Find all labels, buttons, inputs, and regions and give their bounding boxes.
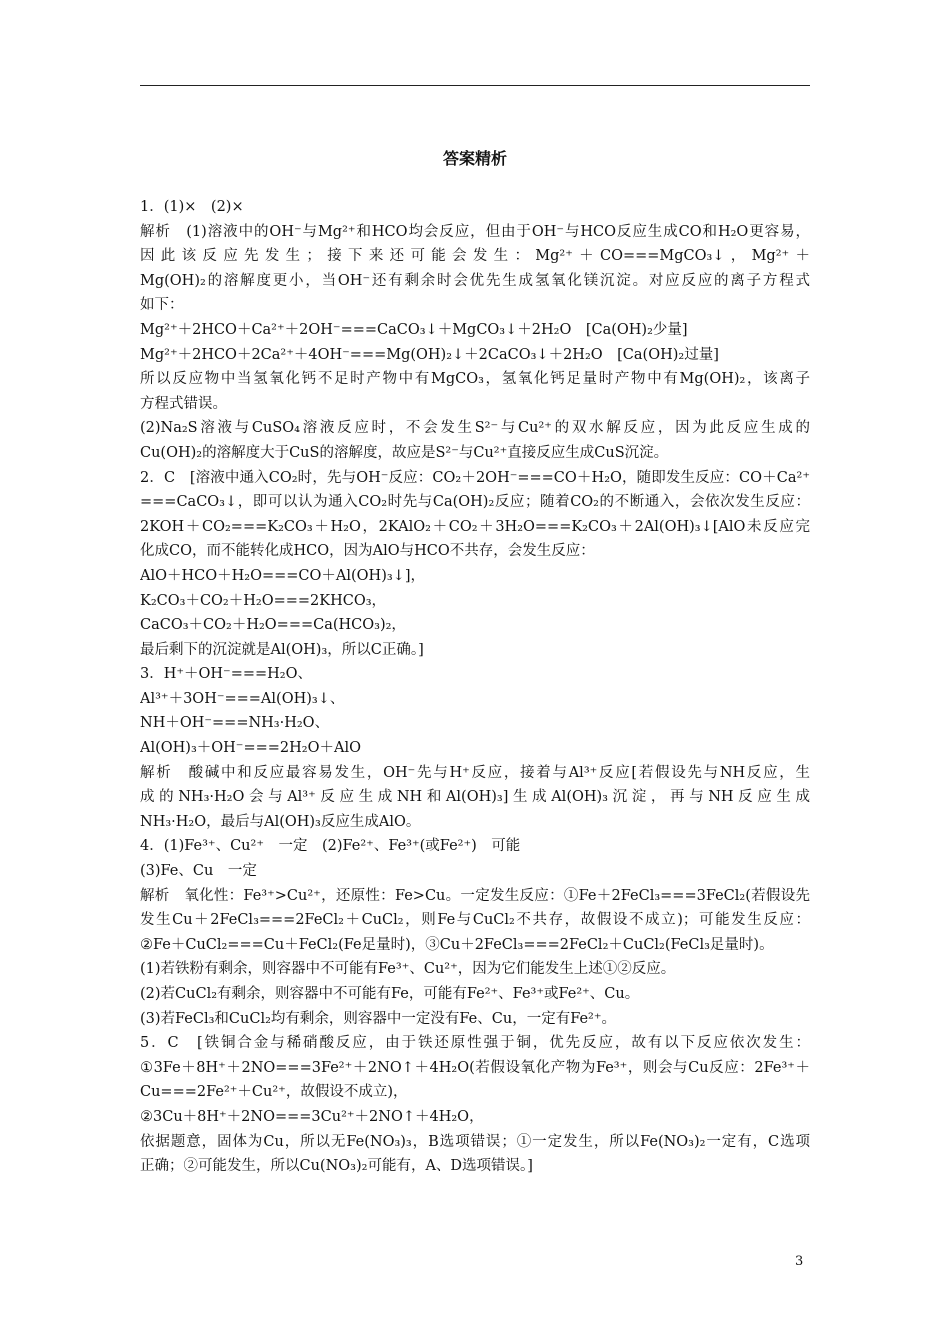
text-line: Cu===2Fe²⁺＋Cu²⁺，故假设不成立)， [140,1084,408,1101]
text-line: 2KOH＋CO₂===K₂CO₃＋H₂O，2KAlO₂＋CO₂＋3H₂O===K₂CO₃＋2Al(OH)₃↓[AlO未反应完 [140,518,810,535]
text-line: 解析 酸碱中和反应最容易发生，OH⁻先与H⁺反应，接着与Al³⁺反应[若假设先与NH反应，生 [140,764,810,781]
text-line: ②3Cu＋8H⁺＋2NO===3Cu²⁺＋2NO↑＋4H₂O， [140,1108,484,1125]
text-line: (2)Na₂S溶液与CuSO₄溶液反应时，不会发生S²⁻与Cu²⁺的双水解反应，因为此反应生成的 [140,420,810,437]
text-line: 化成CO，而不能转化成HCO，因为AlO与HCO不共存，会发生反应： [140,543,595,560]
text-line: 2．C [溶液中通入CO₂时，先与OH⁻反应：CO₂＋2OH⁻===CO＋H₂O，随即发生反应：CO＋Ca²⁺ [140,469,810,486]
text-line: 3．H⁺＋OH⁻===H₂O、 [140,666,313,683]
text-line: 1．(1)× (2)× [140,199,244,215]
text-line: 如下： [140,297,184,314]
text-line: ②Fe＋CuCl₂===Cu＋FeCl₂(Fe足量时)，③Cu＋2FeCl₃===2FeCl₂＋CuCl₂(FeCl₃足量时)。 [140,936,774,953]
text-line: 4．(1)Fe³⁺、Cu²⁺ 一定 (2)Fe²⁺、Fe³⁺(或Fe²⁺) 可能 [140,838,521,855]
text-line: 解析 氧化性：Fe³⁺>Cu²⁺，还原性：Fe>Cu。一定发生反应：①Fe＋2FeCl₃===3FeCl₂(若假设先 [140,887,810,904]
page-number: 3 [795,1254,804,1269]
text-line: 成的NH₃·H₂O会与Al³⁺反应生成NH和Al(OH)₃]生成Al(OH)₃沉淀，再与NH反应生成 [140,789,810,806]
text-line: ===CaCO₃↓，即可以认为通入CO₂时先与Ca(OH)₂反应；随着CO₂的不断通入，会依次发生反应： [140,494,810,511]
text-line: (1)若铁粉有剩余，则容器中不可能有Fe³⁺、Cu²⁺，因为它们能发生上述①②反应。 [140,961,676,978]
text-line: AlO＋HCO＋H₂O===CO＋Al(OH)₃↓]， [140,567,425,584]
text-line: 最后剩下的沉淀就是Al(OH)₃，所以C正确。] [140,641,424,658]
text-line: CaCO₃＋CO₂＋H₂O===Ca(HCO₃)₂， [140,617,406,634]
text-line: (3)若FeCl₃和CuCl₂均有剩余，则容器中一定没有Fe、Cu，一定有Fe²⁺。 [140,1010,617,1027]
page-title: 答案精析 [442,149,507,168]
text-line: NH＋OH⁻===NH₃·H₂O、 [140,715,330,732]
text-line: Mg(OH)₂的溶解度更小，当OH⁻还有剩余时会优先生成氢氧化镁沉淀。对应反应的离子方程式 [140,272,810,289]
text-line: 解析 (1)溶液中的OH⁻与Mg²⁺和HCO均会反应，但由于OH⁻与HCO反应生成CO和H₂O更容易， [140,223,810,240]
text-line: Cu(OH)₂的溶解度大于CuS的溶解度，故应是S²⁻与Cu²⁺直接反应生成CuS沉淀。 [140,444,669,461]
text-line: 因此该反应先发生；接下来还可能会发生：Mg²⁺＋CO===MgCO₃↓，Mg²⁺＋ [140,248,810,265]
text-line: (2)若CuCl₂有剩余，则容器中不可能有Fe，可能有Fe²⁺、Fe³⁺或Fe²⁺、Cu。 [140,986,640,1002]
text-line: NH₃·H₂O，最后与Al(OH)₃反应生成AlO。 [140,813,421,830]
text-line: 5．C [铁铜合金与稀硝酸反应，由于铁还原性强于铜，优先反应，故有以下反应依次发生： [140,1035,810,1052]
text-line: Al(OH)₃＋OH⁻===2H₂O＋AlO [140,740,361,757]
text-line: Al³⁺＋3OH⁻===Al(OH)₃↓、 [140,690,345,707]
text-line: 发生Cu＋2FeCl₃===2FeCl₂＋CuCl₂，则Fe与CuCl₂不共存，故假设不成立)；可能发生反应： [140,912,810,929]
text-line: Mg²⁺＋2HCO＋Ca²⁺＋2OH⁻===CaCO₃↓＋MgCO₃↓＋2H₂O [Ca(OH)₂少量] [140,321,688,338]
text-line: Mg²⁺＋2HCO＋2Ca²⁺＋4OH⁻===Mg(OH)₂↓＋2CaCO₃↓＋2H₂O [Ca(OH)₂过量] [140,346,719,363]
text-line: 所以反应物中当氢氧化钙不足时产物中有MgCO₃，氢氧化钙足量时产物中有Mg(OH)₂，该离子 [140,371,810,388]
text-line: 依据题意，固体为Cu，所以无Fe(NO₃)₃，B选项错误；①一定发生，所以Fe(NO₃)₂一定有，C选项 [140,1133,810,1150]
text-line: 正确；②可能发生，所以Cu(NO₃)₂可能有，A、D选项错误。] [140,1158,533,1175]
text-line: K₂CO₃＋CO₂＋H₂O===2KHCO₃， [140,592,387,609]
text-line: 方程式错误。 [140,395,227,412]
answer-body [140,195,810,1179]
text-line: ①3Fe＋8H⁺＋2NO===3Fe²⁺＋2NO↑＋4H₂O(若假设氧化产物为Fe³⁺，则会与Cu反应：2Fe³⁺＋ [140,1059,810,1076]
text-line: (3)Fe、Cu 一定 [140,863,257,880]
header-rule [140,85,810,86]
